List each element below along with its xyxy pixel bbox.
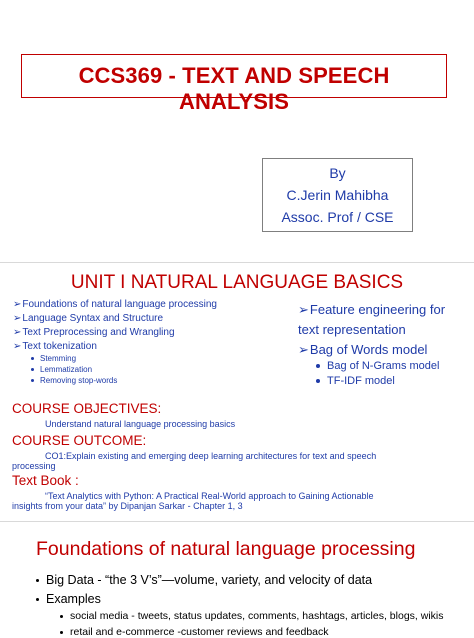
- course-title: CCS369 - TEXT AND SPEECH ANALYSIS: [78, 63, 390, 114]
- right-sub-item: TF-IDF model: [316, 375, 395, 387]
- author-role: Assoc. Prof / CSE: [281, 209, 394, 225]
- right-list-item: ➢Bag of Words model: [298, 342, 428, 357]
- dot-bullet-icon: [31, 368, 34, 371]
- left-sub-item: Stemming: [31, 354, 76, 363]
- outcome-text: CO1:Explain existing and emerging deep learning architectures for text and speech: [45, 451, 377, 461]
- bullet-item: Examples: [36, 592, 101, 606]
- dot-bullet-icon: [316, 379, 320, 383]
- right-sub-item: Bag of N-Grams model: [316, 360, 439, 372]
- objectives-heading: COURSE OBJECTIVES:: [12, 401, 162, 416]
- left-list-item: ➢Foundations of natural language processing: [13, 299, 217, 310]
- dot-bullet-icon: [36, 579, 39, 582]
- foundations-title: Foundations of natural language processing: [36, 538, 416, 560]
- dot-bullet-icon: [60, 631, 63, 634]
- bullet-item: Big Data - “the 3 V’s”—volume, variety, and velocity of data: [36, 573, 372, 587]
- arrow-bullet-icon: ➢: [298, 342, 309, 357]
- arrow-bullet-icon: ➢: [298, 302, 309, 317]
- left-list-item: ➢Text Preprocessing and Wrangling: [13, 327, 175, 338]
- textbook-text-continued: insights from your data” by Dipanjan Sarkar - Chapter 1, 3: [12, 501, 243, 511]
- left-list-item: ➢Text tokenization: [13, 341, 97, 352]
- left-sub-item: Removing stop-words: [31, 376, 117, 385]
- outcome-text-continued: processing: [12, 461, 56, 471]
- arrow-bullet-icon: ➢: [13, 313, 22, 324]
- textbook-heading: Text Book :: [12, 473, 79, 488]
- course-title-box: [21, 54, 447, 114]
- right-list-item-continued: text representation: [298, 322, 406, 337]
- dot-bullet-icon: [31, 379, 34, 382]
- textbook-text: “Text Analytics with Python: A Practical Real-World approach to Gaining Actionable: [45, 491, 374, 501]
- slide-title: [0, 0, 474, 262]
- author-by: By: [329, 165, 346, 181]
- unit-title: UNIT I NATURAL LANGUAGE BASICS: [70, 272, 404, 293]
- author-name: C.Jerin Mahibha: [286, 187, 389, 203]
- dot-bullet-icon: [316, 364, 320, 368]
- arrow-bullet-icon: ➢: [13, 341, 22, 352]
- right-list-item: ➢Feature engineering for: [298, 302, 446, 317]
- sub-bullet-item: retail and e-commerce -customer reviews and feedback: [60, 626, 329, 638]
- left-list-item: ➢Language Syntax and Structure: [13, 313, 164, 324]
- objectives-text: Understand natural language processing basics: [45, 419, 236, 429]
- arrow-bullet-icon: ➢: [13, 327, 22, 338]
- left-sub-item: Lemmatization: [31, 365, 92, 374]
- arrow-bullet-icon: ➢: [13, 299, 22, 310]
- dot-bullet-icon: [36, 598, 39, 601]
- dot-bullet-icon: [60, 615, 63, 618]
- author-box: [262, 158, 413, 232]
- dot-bullet-icon: [31, 357, 34, 360]
- sub-bullet-item: social media - tweets, status updates, comments, hashtags, articles, blogs, wikis: [60, 610, 444, 622]
- outcome-heading: COURSE OUTCOME:: [12, 433, 147, 448]
